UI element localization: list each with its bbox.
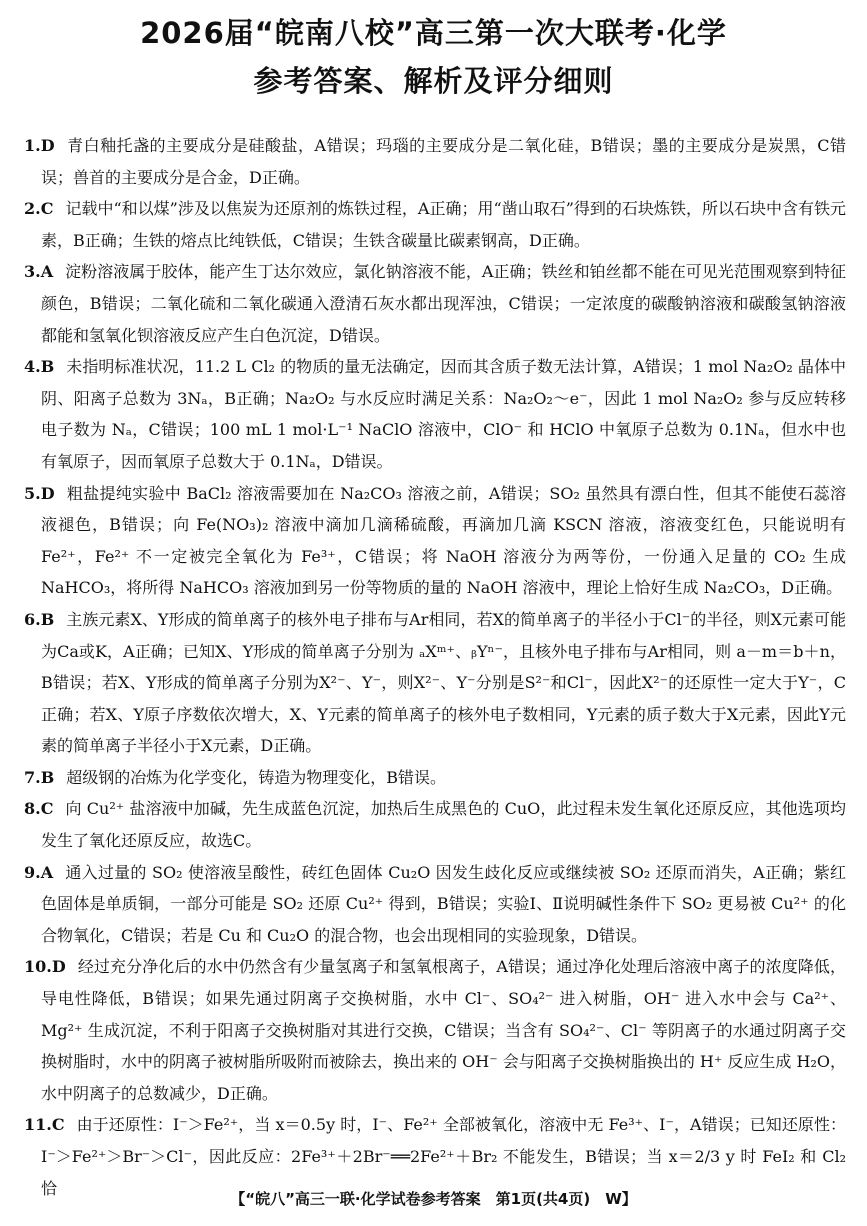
page-subtitle: 参考答案、解析及评分细则 (253, 64, 614, 98)
answer-item-7 (24, 762, 846, 794)
answer-item-2 (24, 193, 846, 256)
answer-text: 记载中“和以煤”涉及以焦炭为还原剂的炼铁过程，A正确；用“凿山取石”得到的石块炼铁，所以石块中含有铁元素，B正确；生铁的熔点比纯铁低，C错误；生铁含碳量比碳素钢高，D正确。 (41, 199, 846, 250)
answer-text: 由于还原性：I⁻＞Fe²⁺，当 x＝0.5y 时，I⁻、Fe²⁺ 全部被氧化，溶液中无 Fe³⁺、I⁻，A错误；已知还原性：I⁻＞Fe²⁺＞Br⁻＞Cl⁻，因此反应：2Fe³⁺＋2Br⁻══2Fe²⁺＋Br₂ 不能发生，B错误；当 x＝2/3 y 时 FeI₂ 和 Cl₂ 恰 (41, 1115, 846, 1198)
answer-list (24, 130, 846, 1204)
answer-text: 未指明标准状况，11.2 L Cl₂ 的物质的量无法确定，因而其含质子数无法计算，A错误；1 mol Na₂O₂ 晶体中阴、阳离子总数为 3Nₐ，B正确；Na₂O₂ 与水反应时满足关系：Na₂O₂～e⁻，因此 1 mol Na₂O₂ 参与反应转移电子数为 Nₐ，C错误；100 mL 1 mol·L⁻¹ NaClO 溶液中，ClO⁻ 和 HClO 中氧原子总数为 0.1Nₐ，但水中也有氧原子，因而氧原子总数大于 0.1Nₐ，D错误。 (41, 357, 846, 471)
answer-number: 6.B (24, 609, 55, 629)
answer-item-6 (24, 604, 846, 762)
answer-text: 淀粉溶液属于胶体，能产生丁达尔效应，氯化钠溶液不能，A正确；铁丝和铂丝都不能在可见光范围观察到特征颜色，B错误；二氧化硫和二氧化碳通入澄清石灰水都出现浑浊，C错误；一定浓度的碳酸钠溶液和碳酸氢钠溶液都能和氢氧化钡溶液反应产生白色沉淀，D错误。 (41, 262, 846, 345)
answer-item-3 (24, 256, 846, 351)
page-footer: 【“皖八”高三一联·化学试卷参考答案 第1页(共4页) W】 (230, 1190, 637, 1208)
answer-number: 7.B (24, 767, 55, 787)
answer-number: 5.D (24, 483, 55, 503)
answer-item-5 (24, 478, 846, 604)
answer-number: 1.D (24, 136, 55, 155)
answer-text: 主族元素X、Y形成的简单离子的核外电子排布与Ar相同，若X的简单离子的半径小于Cl⁻的半径，则X元素可能为Ca或K，A正确；已知X、Y形成的简单离子分别为 ₐXᵐ⁺、ᵦYⁿ⁻，且核外电子排布与Ar相同，则 a－m＝b＋n，B错误；若X、Y形成的简单离子分别为X²⁻、Y⁻，则X²⁻、Y⁻分别是S²⁻和Cl⁻，因此X²⁻的还原性一定大于Y⁻，C正确；若X、Y原子序数依次增大，X、Y元素的简单离子的核外电子数相同，Y元素的质子数大于X元素，因此Y元素的简单离子半径小于X元素，D正确。 (41, 609, 846, 756)
answer-number: 10.D (24, 957, 66, 977)
answer-item-1 (24, 130, 846, 193)
answer-text: 通入过量的 SO₂ 使溶液呈酸性，砖红色固体 Cu₂O 因发生歧化反应或继续被 SO₂ 还原而消失，A正确；紫红色固体是单质铜，一部分可能是 SO₂ 还原 Cu²⁺ 得到，B错误；实验Ⅰ、Ⅱ说明碱性条件下 SO₂ 更易被 Cu²⁺ 的化合物氧化，C错误；若是 Cu 和 Cu₂O 的混合物，也会出现相同的实验现象，D错误。 (41, 862, 846, 945)
answer-number: 11.C (24, 1115, 65, 1135)
answer-text: 粗盐提纯实验中 BaCl₂ 溶液需要加在 Na₂CO₃ 溶液之前，A错误；SO₂ 虽然具有漂白性，但其不能使石蕊溶液褪色，B错误；向 Fe(NO₃)₂ 溶液中滴加几滴稀硫酸，再滴加几滴 KSCN 溶液，溶液变红色，只能说明有 Fe²⁺，Fe²⁺ 不一定被完全氧化为 Fe³⁺，C错误；将 NaOH 溶液分为两等份，一份通入足量的 CO₂ 生成 NaHCO₃，将所得 NaHCO₃ 溶液加到另一份等物质的量的 NaOH 溶液中，理论上恰好生成 Na₂CO₃，D正确。 (41, 483, 846, 598)
answer-item-10 (24, 951, 846, 1109)
answer-number: 2.C (24, 199, 54, 219)
answer-text: 经过充分净化后的水中仍然含有少量氢离子和氢氧根离子，A错误；通过净化处理后溶液中离子的浓度降低，导电性降低，B错误；如果先通过阴离子交换树脂，水中 Cl⁻、SO₄²⁻ 进入树脂，OH⁻ 进入水中会与 Ca²⁺、Mg²⁺ 生成沉淀，不利于阳离子交换树脂对其进行交换，C错误；当含有 SO₄²⁻、Cl⁻ 等阴离子的水通过阴离子交换树脂时，水中的阴离子被树脂所吸附而被除去，换出来的 OH⁻ 会与阳离子交换树脂换出的 H⁺ 反应生成 H₂O，水中阴离子的总数减少，D正确。 (41, 957, 846, 1103)
answer-number: 4.B (24, 357, 55, 377)
answer-number: 3.A (24, 262, 54, 282)
page-title: 2026届“皖南八校”高三第一次大联考·化学 (140, 16, 727, 50)
answer-item-4 (24, 351, 846, 477)
answer-text: 向 Cu²⁺ 盐溶液中加碱，先生成蓝色沉淀，加热后生成黑色的 CuO，此过程未发生氧化还原反应，其他选项均发生了氧化还原反应，故选C。 (41, 799, 846, 851)
answer-item-8 (24, 793, 846, 856)
answer-text: 青白釉托盏的主要成分是硅酸盐，A错误；玛瑙的主要成分是二氧化硅，B错误；墨的主要成分是炭黑，C错误；兽首的主要成分是合金，D正确。 (41, 136, 846, 187)
answer-number: 9.A (24, 862, 54, 882)
answer-text: 超级钢的冶炼为化学变化，铸造为物理变化，B错误。 (66, 767, 446, 787)
answer-number: 8.C (24, 799, 54, 819)
answer-item-9 (24, 857, 846, 952)
